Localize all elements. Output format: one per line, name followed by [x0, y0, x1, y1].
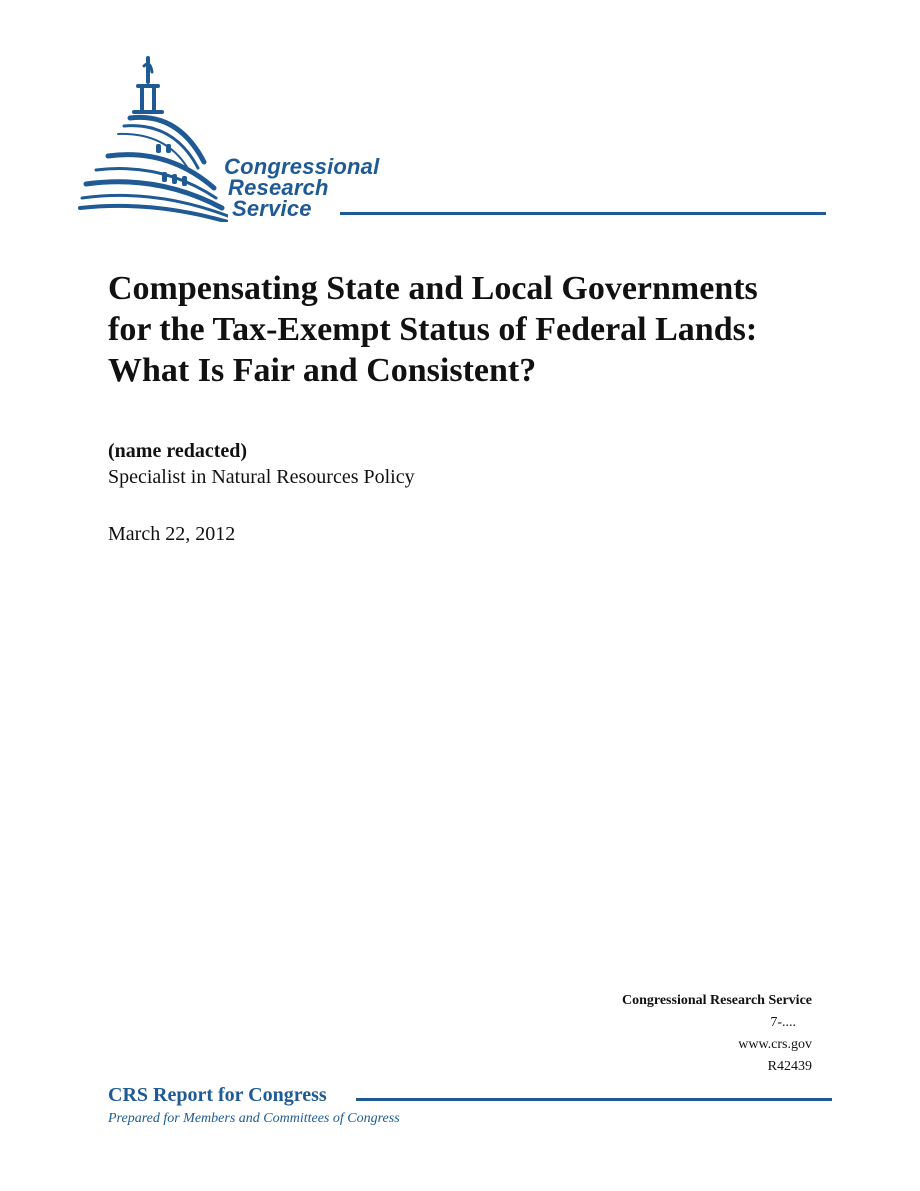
title-line-3: What Is Fair and Consistent? [108, 352, 537, 389]
order-code: 7-.... [770, 1015, 796, 1030]
publisher-org: Congressional Research Service [621, 993, 812, 1008]
publisher-website: www.crs.gov [738, 1037, 812, 1052]
author-block [108, 438, 415, 490]
logo-line-congressional: Congressional [224, 154, 380, 179]
footer-title: CRS Report for Congress [108, 1084, 327, 1106]
footer-divider [356, 1098, 832, 1101]
logo-divider [340, 212, 826, 215]
report-title [108, 268, 848, 391]
logo-line-service: Service [232, 196, 312, 221]
footer-subtitle: Prepared for Members and Committees of Congress [108, 1111, 400, 1126]
report-date: March 22, 2012 [108, 523, 236, 545]
title-line-2: for the Tax-Exempt Status of Federal Lands: [108, 311, 758, 348]
crs-logo [78, 52, 838, 232]
author-role: Specialist in Natural Resources Policy [108, 466, 415, 488]
publisher-block [622, 990, 812, 1078]
footer [108, 1084, 832, 1134]
capitol-dome-icon [78, 52, 228, 222]
report-number: R42439 [767, 1059, 812, 1074]
logo-line-research: Research [228, 175, 329, 200]
title-line-1: Compensating State and Local Governments [108, 270, 758, 307]
author-name: (name redacted) [108, 440, 248, 462]
